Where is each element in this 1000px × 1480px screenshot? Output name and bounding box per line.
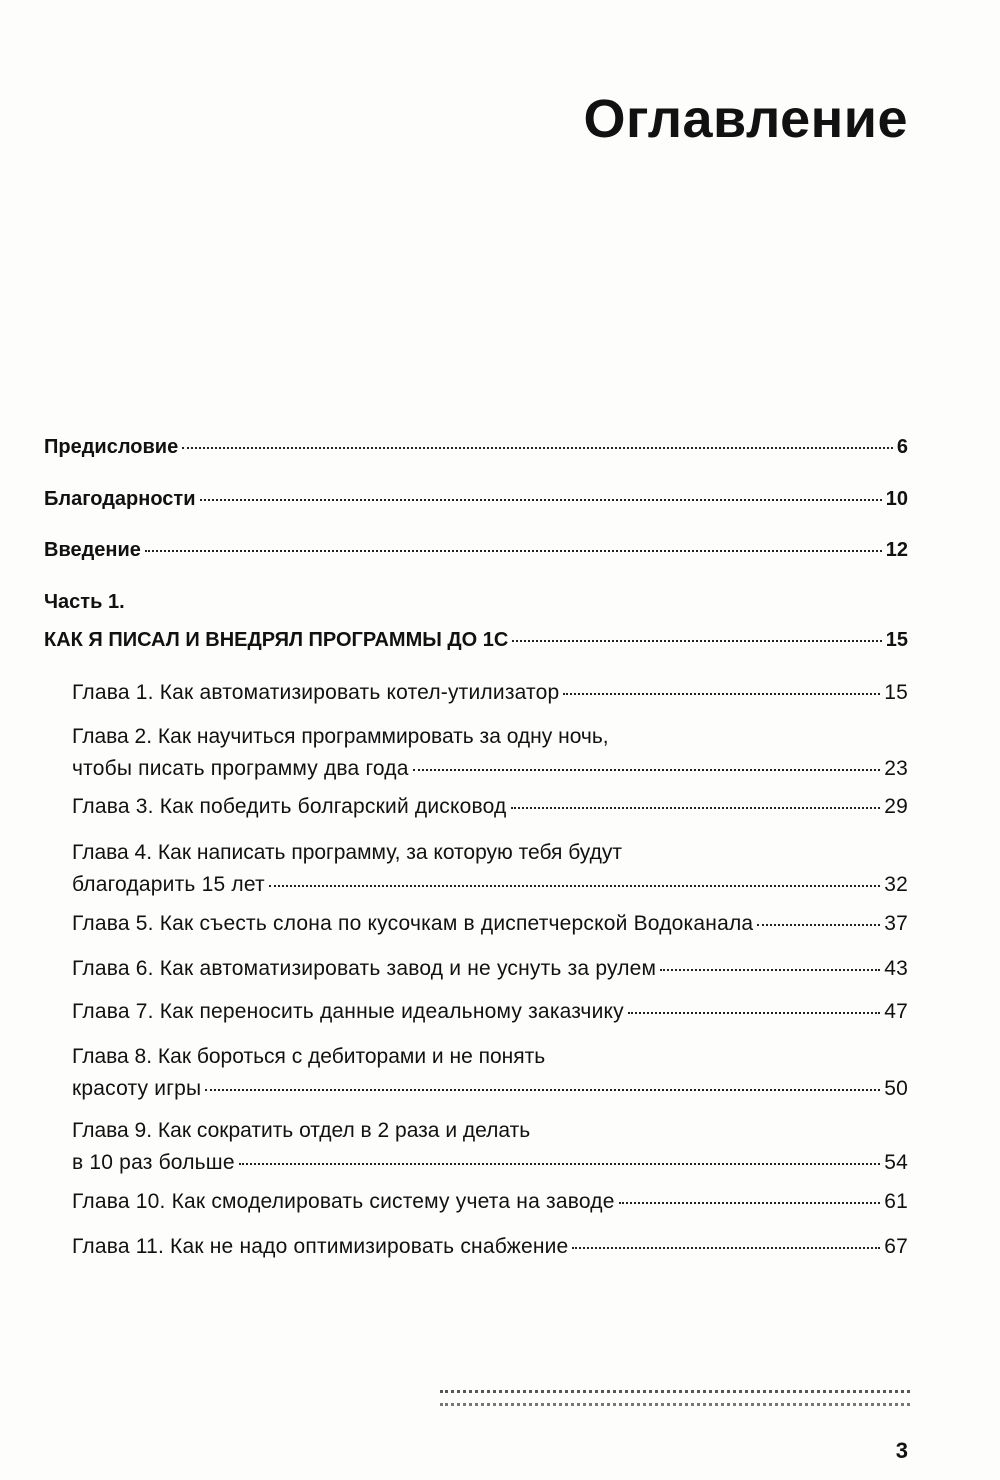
part-heading: Часть 1. xyxy=(44,591,125,613)
toc-entry-preface[interactable] xyxy=(44,437,908,457)
entry-page: 15 xyxy=(885,629,908,651)
entry-page: 10 xyxy=(885,488,908,510)
toc-entry-chapter-6[interactable] xyxy=(72,958,908,979)
entry-label: Глава 1. Как автоматизировать котел-утилизатор xyxy=(72,681,560,704)
dot-leader xyxy=(269,885,880,887)
page-title: Оглавление xyxy=(583,89,908,149)
dot-leader xyxy=(200,499,882,501)
entry-label: Глава 6. Как автоматизировать завод и не уснуть за рулем xyxy=(72,957,657,980)
toc-entry-chapter-5[interactable] xyxy=(72,913,908,934)
entry-page: 6 xyxy=(896,436,908,458)
dot-leader xyxy=(563,693,880,695)
entry-page: 67 xyxy=(884,1235,908,1258)
dot-leader xyxy=(239,1163,880,1165)
entry-label: Глава 7. Как переносить данные идеальному заказчику xyxy=(72,1000,624,1023)
entry-label: чтобы писать программу два года xyxy=(72,757,409,780)
dot-leader xyxy=(572,1247,880,1249)
dot-leader xyxy=(628,1012,880,1014)
entry-page: 12 xyxy=(885,539,908,561)
toc-entry-chapter-4[interactable] xyxy=(72,874,908,895)
toc-entry-chapter-9[interactable] xyxy=(72,1152,908,1173)
dot-leader xyxy=(660,969,880,971)
entry-page: 61 xyxy=(884,1190,908,1213)
toc-entry-chapter-7[interactable] xyxy=(72,1001,908,1022)
entry-label: благодарить 15 лет xyxy=(72,873,265,896)
toc-entry-chapter-3[interactable] xyxy=(72,796,908,817)
entry-label: Глава 10. Как смоделировать систему учета на заводе xyxy=(72,1190,615,1213)
dot-leader xyxy=(413,769,881,771)
dot-leader xyxy=(512,640,881,642)
chapter-4-title-line: Глава 4. Как написать программу, за которую тебя будут xyxy=(72,841,622,864)
dot-leader xyxy=(205,1089,880,1091)
entry-label: КАК Я ПИСАЛ И ВНЕДРЯЛ ПРОГРАММЫ ДО 1С xyxy=(44,629,509,651)
dot-leader xyxy=(182,447,893,449)
entry-page: 43 xyxy=(884,957,908,980)
entry-label: в 10 раз больше xyxy=(72,1151,235,1174)
entry-page: 54 xyxy=(884,1151,908,1174)
chapter-9-title-line: Глава 9. Как сократить отдел в 2 раза и делать xyxy=(72,1119,531,1142)
toc-entry-part1[interactable] xyxy=(44,630,908,650)
toc-entry-chapter-11[interactable] xyxy=(72,1236,908,1257)
toc-entry-chapter-2[interactable] xyxy=(72,758,908,779)
entry-page: 50 xyxy=(884,1077,908,1100)
toc-entry-chapter-8[interactable] xyxy=(72,1078,908,1099)
dot-leader xyxy=(511,807,881,809)
chapter-2-title-line: Глава 2. Как научиться программировать за одну ночь, xyxy=(72,725,609,748)
chapter-8-title-line: Глава 8. Как бороться с дебиторами и не понять xyxy=(72,1045,546,1068)
entry-page: 37 xyxy=(884,912,908,935)
toc-entry-chapter-1[interactable] xyxy=(72,682,908,703)
entry-page: 47 xyxy=(884,1000,908,1023)
entry-page: 15 xyxy=(884,681,908,704)
entry-label: Благодарности xyxy=(44,488,196,510)
toc-entry-thanks[interactable] xyxy=(44,489,908,509)
dot-leader xyxy=(757,924,880,926)
page-number: 3 xyxy=(895,1438,908,1463)
entry-label: Предисловие xyxy=(44,436,179,458)
entry-label: Глава 3. Как победить болгарский дисковод xyxy=(72,795,507,818)
toc-entry-chapter-10[interactable] xyxy=(72,1191,908,1212)
entry-page: 29 xyxy=(884,795,908,818)
entry-page: 32 xyxy=(884,873,908,896)
entry-label: Введение xyxy=(44,539,141,561)
dot-leader xyxy=(619,1202,881,1204)
entry-label: красоту игры xyxy=(72,1077,202,1100)
dot-leader xyxy=(145,550,882,552)
entry-label: Глава 11. Как не надо оптимизировать снабжение xyxy=(72,1235,569,1258)
entry-label: Глава 5. Как съесть слона по кусочкам в диспетчерской Водоканала xyxy=(72,912,754,935)
toc-entry-intro[interactable] xyxy=(44,540,908,560)
entry-page: 23 xyxy=(884,757,908,780)
footer-rule xyxy=(440,1390,910,1406)
